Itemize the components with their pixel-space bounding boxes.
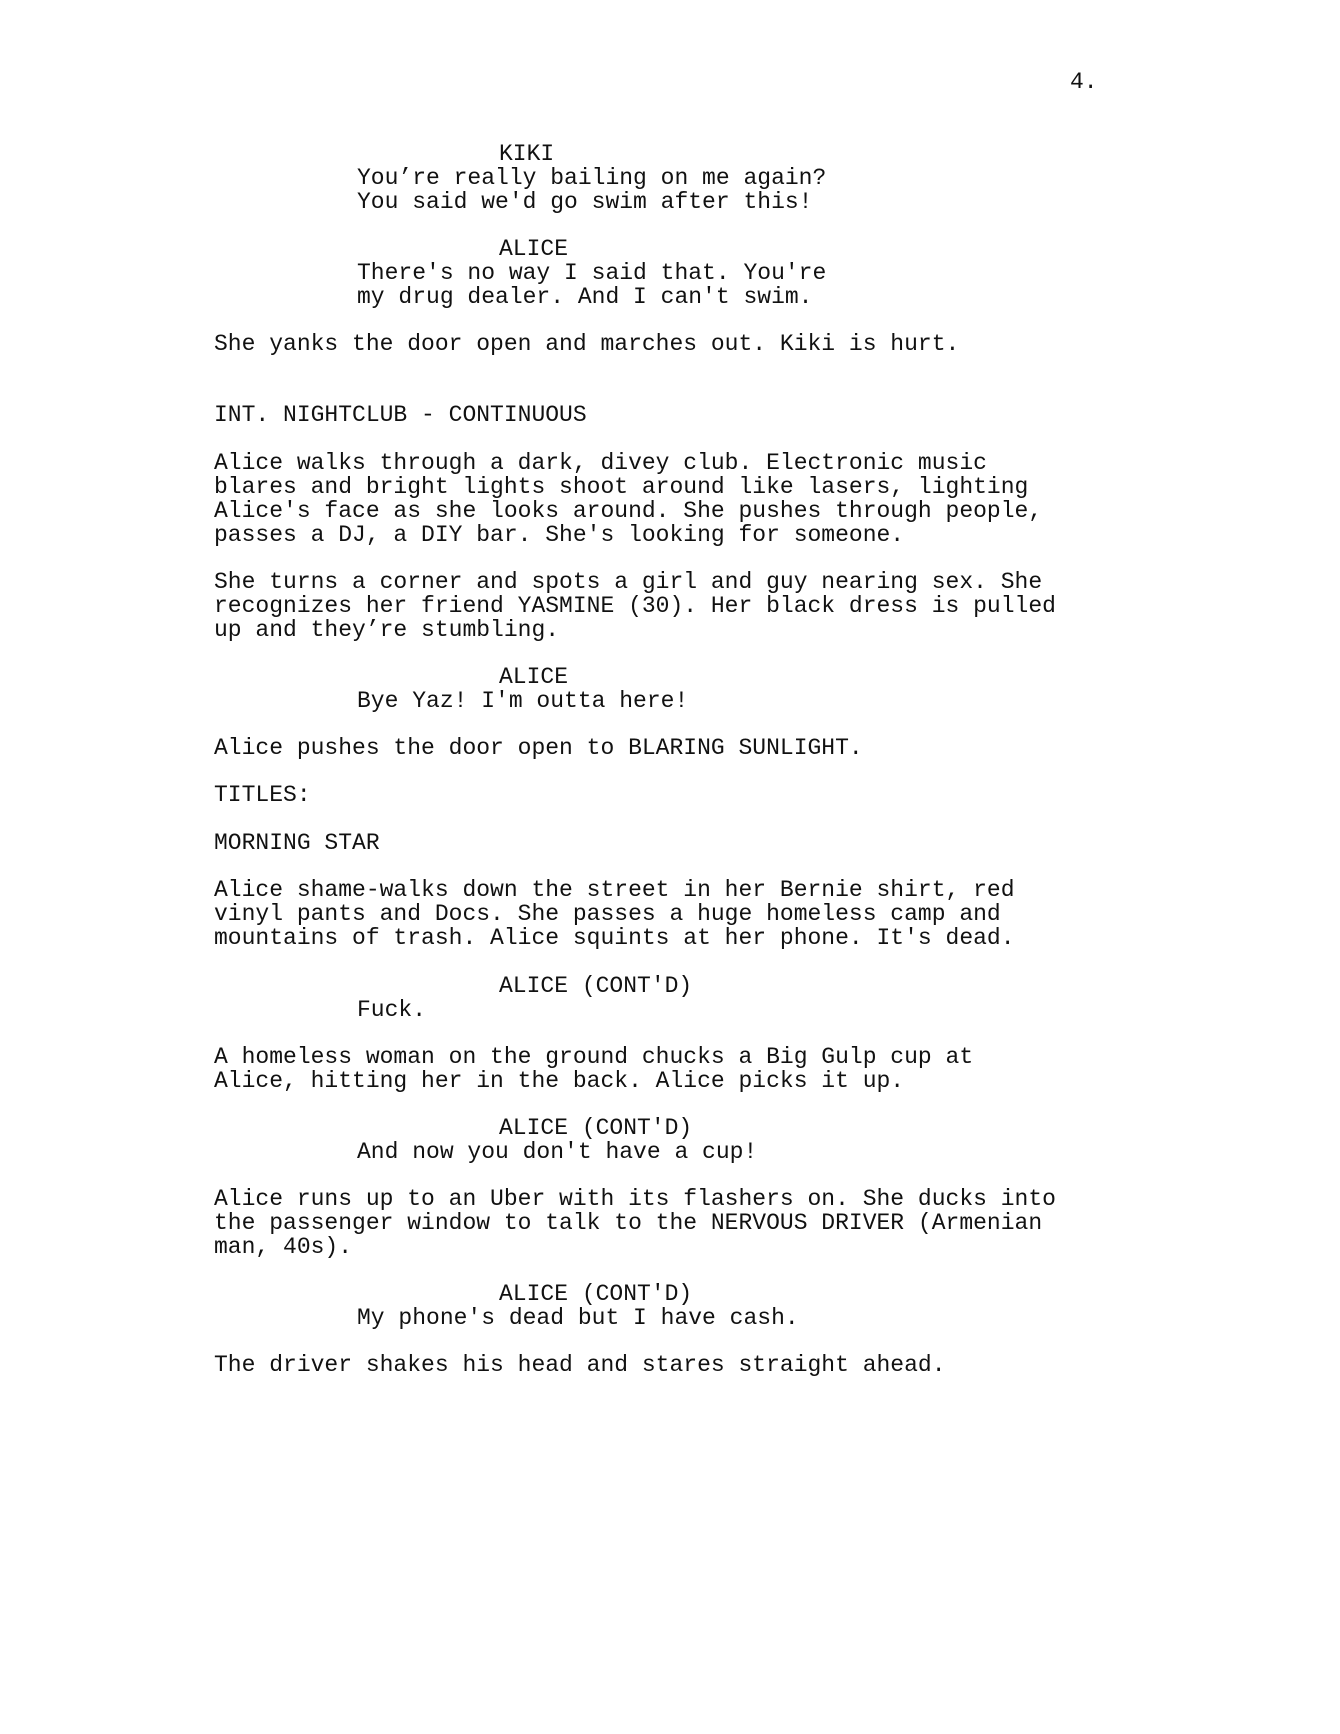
dialogue-line: Bye Yaz! I'm outta here! bbox=[357, 688, 689, 714]
action-line: Alice's face as she looks around. She pushes through people, bbox=[214, 498, 1043, 524]
action-line: Alice runs up to an Uber with its flashers on. She ducks into bbox=[214, 1186, 1056, 1212]
dialogue-line: My phone's dead but I have cash. bbox=[357, 1305, 799, 1331]
dialogue-line: You said we'd go swim after this! bbox=[357, 189, 813, 215]
action-line: recognizes her friend YASMINE (30). Her black dress is pulled bbox=[214, 593, 1056, 619]
action-line: passes a DJ, a DIY bar. She's looking for someone. bbox=[214, 522, 905, 548]
dialogue-line: And now you don't have a cup! bbox=[357, 1139, 758, 1165]
action-line: Alice walks through a dark, divey club. Electronic music bbox=[214, 450, 987, 476]
character-name: KIKI bbox=[499, 141, 555, 167]
dialogue-line: You’re really bailing on me again? bbox=[357, 165, 827, 191]
title-card: MORNING STAR bbox=[214, 830, 380, 856]
action-line: man, 40s). bbox=[214, 1234, 353, 1260]
action-line: the passenger window to talk to the NERVOUS DRIVER (Armenian bbox=[214, 1210, 1043, 1236]
dialogue-line: There's no way I said that. You're bbox=[357, 260, 827, 286]
titles-label: TITLES: bbox=[214, 782, 311, 808]
page-number: 4. bbox=[1070, 69, 1098, 95]
character-name: ALICE (CONT'D) bbox=[499, 973, 693, 999]
action-line: Alice shame-walks down the street in her Bernie shirt, red bbox=[214, 877, 1015, 903]
character-name: ALICE bbox=[499, 236, 569, 262]
action-line: The driver shakes his head and stares straight ahead. bbox=[214, 1352, 946, 1378]
dialogue-line: my drug dealer. And I can't swim. bbox=[357, 284, 813, 310]
action-line: She turns a corner and spots a girl and guy nearing sex. She bbox=[214, 569, 1043, 595]
character-name: ALICE (CONT'D) bbox=[499, 1115, 693, 1141]
action-line: up and they’re stumbling. bbox=[214, 617, 560, 643]
action-line: blares and bright lights shoot around like lasers, lighting bbox=[214, 474, 1029, 500]
action-line: vinyl pants and Docs. She passes a huge homeless camp and bbox=[214, 901, 1001, 927]
dialogue-line: Fuck. bbox=[357, 997, 427, 1023]
scene-heading: INT. NIGHTCLUB - CONTINUOUS bbox=[214, 402, 587, 428]
action-line: She yanks the door open and marches out. Kiki is hurt. bbox=[214, 331, 960, 357]
action-line: Alice, hitting her in the back. Alice picks it up. bbox=[214, 1068, 905, 1094]
action-line: A homeless woman on the ground chucks a Big Gulp cup at bbox=[214, 1044, 974, 1070]
action-line: mountains of trash. Alice squints at her phone. It's dead. bbox=[214, 925, 1015, 951]
character-name: ALICE (CONT'D) bbox=[499, 1281, 693, 1307]
character-name: ALICE bbox=[499, 664, 569, 690]
action-line: Alice pushes the door open to BLARING SUNLIGHT. bbox=[214, 735, 863, 761]
